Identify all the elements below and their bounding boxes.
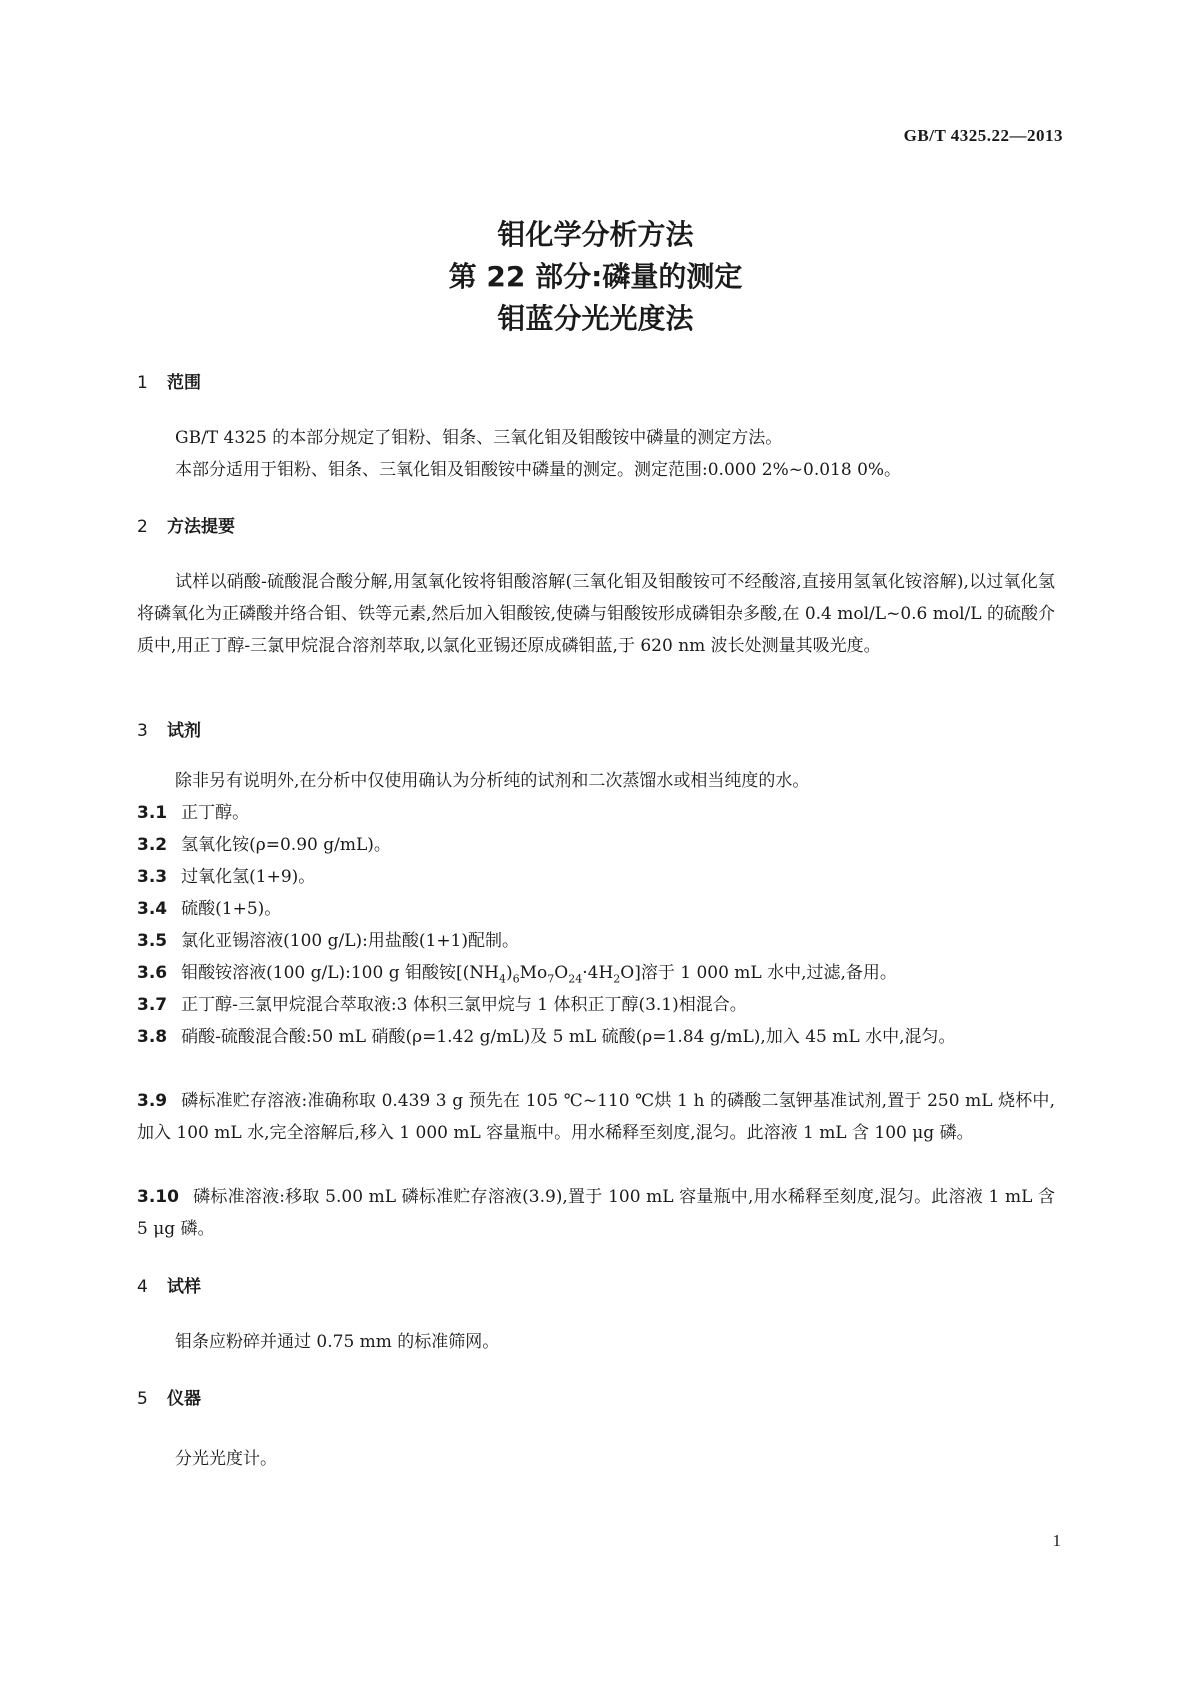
reagent-item: [137, 797, 1055, 829]
section-heading-apparatus: [137, 1384, 201, 1409]
item-number: 3.7: [137, 995, 168, 1015]
section-number: 3: [137, 721, 148, 741]
doc-title-line1: 钼化学分析方法: [497, 218, 694, 251]
item-text: 过氧化氢(1+9)。: [181, 867, 316, 887]
section-number: 5: [137, 1389, 148, 1409]
section-number: 2: [137, 517, 148, 537]
paragraph: 除非另有说明外,在分析中仅使用确认为分析纯的试剂和二次蒸馏水或相当纯度的水。: [175, 771, 810, 791]
doc-title-line2: 第 22 部分:磷量的测定: [448, 260, 743, 293]
item-number: 3.5: [137, 931, 168, 951]
paragraph: 钼条应粉碎并通过 0.75 mm 的标准筛网。: [175, 1332, 500, 1352]
item-text: 正丁醇-三氯甲烷混合萃取液:3 体积三氯甲烷与 1 体积正丁醇(3.1)相混合。: [181, 995, 747, 1015]
section-title: 试剂: [167, 721, 201, 741]
section-title: 方法提要: [167, 517, 235, 537]
doc-title-line3: 钼蓝分光光度法: [497, 302, 694, 335]
reagent-item: [137, 925, 1055, 957]
item-text: 正丁醇。: [181, 803, 250, 823]
item-number: 3.8: [137, 1027, 168, 1047]
paragraph: 试样以硝酸-硫酸混合酸分解,用氢氧化铵将钼酸溶解(三氧化钼及钼酸铵可不经酸溶,直接用氢氧化铵溶解),以过氧化氢将磷氧化为正磷酸并络合钼、铁等元素,然后加入钼酸铵,使磷与钼酸铵形成磷钼杂多酸,在 0.4 mol/L~0.6 mol/L 的硫酸介质中,用正丁醇-三氯甲烷混合溶剂萃取,以氯化亚锡还原成磷钼蓝,于 620 nm 波长处测量其吸光度。: [137, 572, 1055, 656]
section-heading-reagents: [137, 716, 201, 741]
paragraph: 本部分适用于钼粉、钼条、三氧化钼及钼酸铵中磷量的测定。测定范围:0.000 2%~0.018 0%。: [175, 460, 902, 480]
section-number: 4: [137, 1277, 148, 1297]
section-number: 1: [137, 373, 148, 393]
reagent-item: [137, 829, 1055, 861]
reagent-item: [137, 1085, 1055, 1149]
item-number: 3.4: [137, 899, 168, 919]
item-text: 磷标准贮存溶液:准确称取 0.439 3 g 预先在 105 ℃~110 ℃烘 1 h 的磷酸二氢钾基准试剂,置于 250 mL 烧杯中,加入 100 mL 水,完全溶解后,移入 1 000 mL 容量瓶中。用水稀释至刻度,混匀。此溶液 1 mL 含 100 μg 磷。: [137, 1091, 1055, 1143]
standard-code: GB/T 4325.22—2013: [903, 126, 1063, 145]
item-number: 3.3: [137, 867, 168, 887]
section-title: 试样: [167, 1277, 201, 1297]
item-text: 氯化亚锡溶液(100 g/L):用盐酸(1+1)配制。: [181, 931, 520, 951]
section-heading-scope: [137, 368, 201, 393]
item-number: 3.6: [137, 963, 168, 983]
reagent-item: [137, 1181, 1055, 1245]
item-number: 3.1: [137, 803, 168, 823]
item-number: 3.9: [137, 1091, 168, 1111]
item-text: 硫酸(1+5)。: [181, 899, 282, 919]
reagent-item: [137, 1021, 1055, 1053]
page-number: 1: [1052, 1531, 1061, 1550]
item-number: 3.2: [137, 835, 168, 855]
section-heading-sample: [137, 1272, 201, 1297]
section-heading-principle: [137, 512, 235, 537]
reagent-item: [137, 893, 1055, 925]
paragraph: 分光光度计。: [175, 1449, 277, 1469]
item-text: 磷标准溶液:移取 5.00 mL 磷标准贮存溶液(3.9),置于 100 mL 容量瓶中,用水稀释至刻度,混匀。此溶液 1 mL 含 5 μg 磷。: [137, 1187, 1055, 1239]
item-text: 氢氧化铵(ρ=0.90 g/mL)。: [181, 835, 391, 855]
section-title: 仪器: [167, 1389, 201, 1409]
paragraph: GB/T 4325 的本部分规定了钼粉、钼条、三氧化钼及钼酸铵中磷量的测定方法。: [175, 428, 783, 448]
item-text: 钼酸铵溶液(100 g/L):100 g 钼酸铵$[(NH_4)_6Mo_7O_{24}\cdot 4H_2O]$溶于 1 000 mL 水中,过滤,备用。: [181, 963, 897, 986]
item-number: 3.10: [137, 1187, 179, 1207]
reagent-item: [137, 989, 1055, 1021]
item-text: 硝酸-硫酸混合酸:50 mL 硝酸(ρ=1.42 g/mL)及 5 mL 硫酸(ρ=1.84 g/mL),加入 45 mL 水中,混匀。: [181, 1027, 956, 1047]
section-title: 范围: [167, 373, 201, 393]
reagent-item: [137, 861, 1055, 893]
